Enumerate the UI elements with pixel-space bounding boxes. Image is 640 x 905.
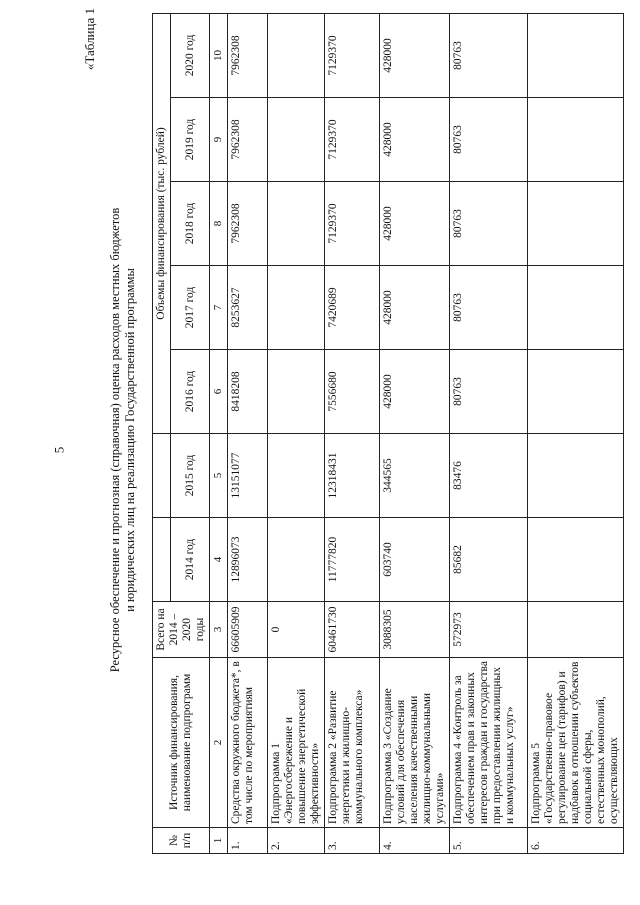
table-row — [528, 13, 624, 853]
column-number: 10 — [210, 13, 228, 97]
column-number-row — [210, 13, 228, 853]
row-name: Подпрограмма 2 «Развитие энергетики и жилищно-коммунального комплекса» — [325, 658, 380, 828]
row-value — [268, 266, 325, 350]
row-total: 572973 — [450, 602, 528, 658]
row-value: 80763 — [450, 182, 528, 266]
row-value: 428000 — [380, 266, 450, 350]
row-total: 3088305 — [380, 602, 450, 658]
row-value — [268, 98, 325, 182]
row-value: 8253627 — [228, 266, 268, 350]
row-value — [528, 13, 624, 97]
row-name: Подпрограмма 3 «Создание условий для обеспечения населения качественными жилищно-коммунальными услугами» — [380, 658, 450, 828]
row-value: 83476 — [450, 434, 528, 518]
row-value: 428000 — [380, 350, 450, 434]
row-name: Подпрограмма 4 «Контроль за обеспечением прав и законных интересов граждан и государства при предоставлении жилищных и коммунальных услуг» — [450, 658, 528, 828]
row-value: 12896073 — [228, 518, 268, 602]
row-value: 7962308 — [228, 98, 268, 182]
row-value: 11777820 — [325, 518, 380, 602]
header-year: 2014 год — [171, 518, 210, 602]
row-value — [268, 518, 325, 602]
row-number: 5. — [450, 828, 528, 854]
header-volumes: Объемы финансирования (тыс. рублей) — [153, 13, 171, 433]
row-value: 12318431 — [325, 434, 380, 518]
row-number: 4. — [380, 828, 450, 854]
column-number: 9 — [210, 98, 228, 182]
row-value: 80763 — [450, 266, 528, 350]
row-value — [268, 13, 325, 97]
column-number: 5 — [210, 434, 228, 518]
row-value — [528, 98, 624, 182]
header-total: Всего на 2014 – 2020 годы — [153, 602, 210, 658]
column-number: 7 — [210, 266, 228, 350]
title-line-1: Ресурсное обеспечение и прогнозная (справочная) оценка расходов местных бюджетов — [108, 207, 122, 673]
table-row — [450, 13, 528, 853]
table-title — [108, 0, 138, 880]
row-value: 7420689 — [325, 266, 380, 350]
row-value: 603740 — [380, 518, 450, 602]
row-value: 428000 — [380, 13, 450, 97]
column-number: 8 — [210, 182, 228, 266]
row-total: 66605909 — [228, 602, 268, 658]
column-number: 4 — [210, 518, 228, 602]
row-value: 428000 — [380, 98, 450, 182]
row-number: 3. — [325, 828, 380, 854]
row-value: 7129370 — [325, 13, 380, 97]
row-value: 7962308 — [228, 182, 268, 266]
row-value: 7962308 — [228, 13, 268, 97]
row-number: 6. — [528, 828, 624, 854]
row-value — [268, 182, 325, 266]
table-row — [380, 13, 450, 853]
column-number: 2 — [210, 658, 228, 828]
row-value: 7129370 — [325, 182, 380, 266]
row-total: 0 — [268, 602, 325, 658]
row-value — [528, 266, 624, 350]
row-value: 344565 — [380, 434, 450, 518]
row-value: 428000 — [380, 182, 450, 266]
row-value — [268, 350, 325, 434]
column-number: 6 — [210, 350, 228, 434]
row-name: Средства окружного бюджета*, в том числе по мероприятиям — [228, 658, 268, 828]
header-year: 2020 год — [171, 13, 210, 97]
table-row — [325, 13, 380, 853]
row-value: 13151077 — [228, 434, 268, 518]
row-value — [268, 434, 325, 518]
row-value — [528, 182, 624, 266]
row-value — [528, 518, 624, 602]
header-no: № п/п — [153, 828, 210, 854]
row-value — [528, 350, 624, 434]
row-value: 80763 — [450, 350, 528, 434]
header-source: Источник финансирования, наименование подпрограмм — [153, 658, 210, 828]
rotated-sheet — [70, 0, 630, 880]
row-value: 7129370 — [325, 98, 380, 182]
header-row-1 — [153, 13, 171, 853]
header-year: 2016 год — [171, 350, 210, 434]
row-name: Подпрограмма 5 «Государственно-правовое регулирование цен (тарифов) и надбавок в отношении субъектов социальной сферы, естественных монополий, осуществляющих — [528, 658, 624, 828]
row-total — [528, 602, 624, 658]
row-total: 60461730 — [325, 602, 380, 658]
table-label: «Таблица 1 — [82, 8, 97, 71]
row-number: 2. — [268, 828, 325, 854]
table-row — [228, 13, 268, 853]
header-year: 2018 год — [171, 182, 210, 266]
row-number: 1. — [228, 828, 268, 854]
header-blank-2014 — [153, 518, 171, 602]
header-year: 2015 год — [171, 434, 210, 518]
row-value: 85682 — [450, 518, 528, 602]
funding-table — [152, 13, 624, 854]
row-name: Подпрограмма 1 «Энергосбережение и повышение энергетической эффективности» — [268, 658, 325, 828]
row-value: 80763 — [450, 98, 528, 182]
table-row — [268, 13, 325, 853]
row-value: 7556680 — [325, 350, 380, 434]
header-blank-2015 — [153, 434, 171, 518]
row-value — [528, 434, 624, 518]
row-value: 80763 — [450, 13, 528, 97]
column-number: 3 — [210, 602, 228, 658]
row-value: 8418208 — [228, 350, 268, 434]
header-year: 2017 год — [171, 266, 210, 350]
title-line-2: и юридических лиц на реализацию Государственной программы — [123, 268, 137, 612]
page-number: 5 — [51, 446, 67, 454]
header-year: 2019 год — [171, 98, 210, 182]
column-number: 1 — [210, 828, 228, 854]
